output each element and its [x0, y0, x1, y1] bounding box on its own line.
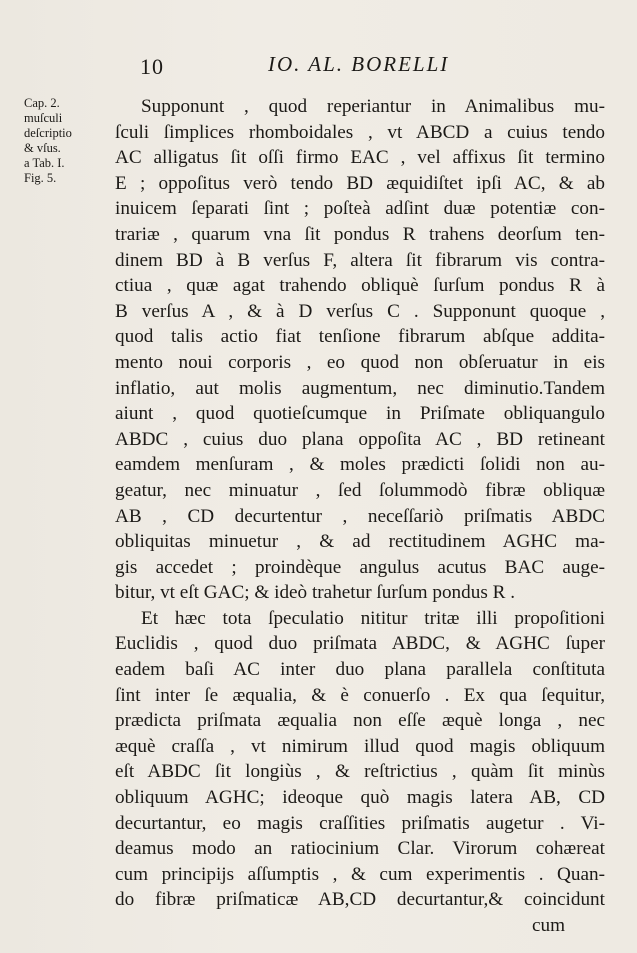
- text-line: Supponunt , quod reperiantur in Animalibus mu-: [141, 96, 605, 117]
- margin-note-line: deſcriptio: [24, 126, 72, 140]
- catchword: cum: [531, 915, 565, 936]
- text-line: AB , CD decurtentur , neceſſariò priſmatis ABDC: [115, 505, 605, 527]
- text-line: deamus modo an ratiocinium Clar. Virorum cohæreat: [115, 838, 605, 860]
- text-line: æquè craſſa , vt nimirum illud quod magis obliquum: [115, 735, 605, 757]
- text-line: obliquitas minuetur , & ad rectitudinem AGHC ma-: [115, 531, 605, 553]
- text-line: gis accedet ; proindèque angulus acutus BAC auge-: [115, 556, 605, 578]
- text-line: ctiua , quæ agat trahendo obliquè ſurſum pondus R à: [115, 275, 605, 297]
- text-line: Euclidis , quod duo priſmata ABDC, & AGHC ſuper: [115, 633, 605, 655]
- text-line: B verſus A , & à D verſus C . Supponunt quoque ,: [115, 300, 605, 322]
- text-line: quod talis actio fiat tenſione fibrarum abſque addita-: [115, 326, 605, 348]
- margin-note-line: Cap. 2.: [24, 96, 60, 110]
- text-line: eadem baſi AC inter duo plana parallela conſtituta: [115, 659, 605, 681]
- text-line: mento noui corporis , eo quod non obſeruatur in eis: [115, 351, 605, 373]
- text-line: trariæ , quarum vna ſit pondus R trahens deorſum ten-: [115, 223, 605, 245]
- text-line: do fibræ priſmaticæ AB,CD decurtantur,& coincidunt: [115, 889, 605, 911]
- text-line: ABDC , cuius duo plana oppoſita AC , BD retineant: [115, 428, 605, 450]
- margin-note-line: a Tab. I.: [24, 156, 65, 170]
- text-line: cum principijs aſſumptis , & cum experimentis . Quan-: [115, 863, 605, 885]
- text-line: ſint inter ſe æqualia, & è conuerſo . Ex qua ſequitur,: [115, 684, 605, 706]
- text-line: bitur, vt eſt GAC; & ideò trahetur ſurſum pondus R .: [115, 582, 515, 604]
- margin-note-line: & vſus.: [24, 141, 61, 155]
- text-line: Et hæc tota ſpeculatio nititur tritæ illi propoſitioni: [141, 607, 605, 629]
- text-line: geatur, nec minuatur , ſed ſolummodò fibræ obliquæ: [115, 479, 605, 501]
- page-number: 10: [140, 54, 164, 79]
- margin-note-line: muſculi: [24, 111, 63, 125]
- body-text: [115, 94, 605, 939]
- running-head: IO. AL. BORELLI: [268, 52, 450, 76]
- text-line: inflatio, aut molis augmentum, nec diminutio.Tandem: [115, 377, 605, 399]
- text-line: AC alligatus ſit oſſi firmo EAC , vel affixus ſit termino: [115, 147, 605, 169]
- text-line: eamdem menſuram , & moles prædicti ſolidi non au-: [115, 454, 605, 476]
- text-line: prædicta priſmata æqualia non eſſe æquè longa , nec: [115, 710, 605, 732]
- text-line: decurtantur, eo magis craſſities priſmatis augetur . Vi-: [115, 812, 605, 834]
- text-line: ſculi ſimplices rhomboidales , vt ABCD a cuius tendo: [115, 121, 605, 143]
- margin-notes: [24, 96, 104, 186]
- text-line: eſt ABDC ſit longiùs , & reſtrictius , quàm ſit minùs: [115, 761, 605, 783]
- text-line: obliquum AGHC; ideoque quò magis latera AB, CD: [115, 787, 605, 809]
- text-line: inuicem ſeparati ſint ; poſteà adſint duæ potentiæ con-: [115, 198, 605, 220]
- page-header: [0, 46, 637, 79]
- text-line: dinem BD à B verſus F, altera ſit fibrarum vis contra-: [115, 249, 605, 271]
- text-line: E ; oppoſitus verò tendo BD æquidiſtet ipſi AC, & ab: [115, 172, 605, 194]
- text-line: aiunt , quod quotieſcumque in Priſmate obliquangulo: [115, 403, 605, 425]
- margin-note-line: Fig. 5.: [24, 171, 57, 185]
